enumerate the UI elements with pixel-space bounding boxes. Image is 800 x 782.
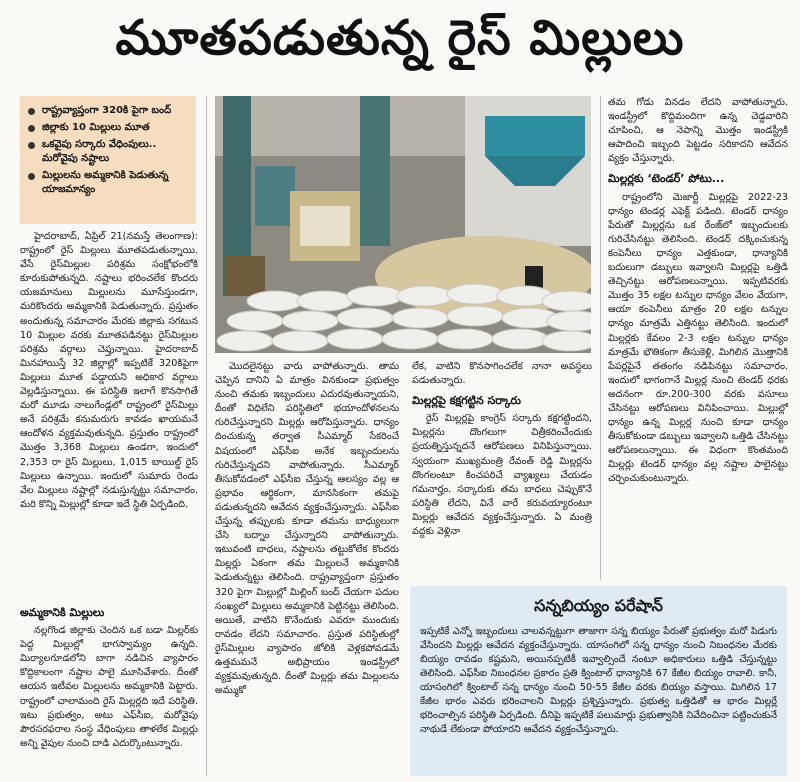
article-column-1-lower <box>20 600 198 776</box>
article-column-3 <box>412 360 592 582</box>
headline: మూతపడుతున్న రైస్‌ మిల్లులు <box>115 10 685 66</box>
article-column-2 <box>215 360 399 776</box>
paragraph: నల్లగొండ జిల్లాకు చెందిన ఒక బడా మిల్లర్‌కు పెద్ద మిల్లుల్లో భాగస్వామ్యం ఉన్నది. మిర్యాలగూడలోని బాగా నడిచిన వ్యాపారం కొద్దికాలంగా నష్టాల పాలై మూసివేశారు. దీంతో ఆయన ఇటీవల మిల్లులను అమ్మకానికి పెట్టారు. రాష్ట్రంలో చాలామంది రైస్‌ మిల్లర్లది ఇదే పరిస్థితి. ఇటు ప్రభుత్వం, అటు ఎఫ్‌సీఐ, మరోవైపు పౌరసరఫరాల సంస్థ వేధింపులు తాళలేక మిల్లర్లు అన్ని వైపుల నుంచి దాడి ఎదుర్కొంటున్నారు. <box>20 625 198 749</box>
article-column-1 <box>20 230 198 602</box>
highlight-item: ఒకవైపు సర్కారు వేధింపులు.. మరోవైపు నష్టాలు <box>28 138 188 166</box>
subheading: మిల్లర్లకు ‘టెండర్‌’ పోటు... <box>608 172 725 186</box>
paragraph: రైస్‌ మిల్లర్లపై కాంగ్రెస్‌ సర్కారు కక్షగట్టిందని, మిల్లర్లను దొంగలుగా చిత్రీకరించేందుకు ప్రయత్నిస్తున్నదనే ఆరోపణలు వినిపిస్తున్నాయి. స్వయంగా ముఖ్యమంత్రి రేవంత్‌ రెడ్డి మిల్లర్లను దొంగలంటూ కించపరిచే వ్యాఖ్యలు చేయడం గమనార్హం. సర్కారుకు తమ బాధలు చెప్పుకొనే పరిస్థితి లేదని, వినే వారే కరువయ్యారంటూ మిల్లర్లు ఆవేదన వ్యక్తంచేస్తున్నారు. ఏ మంత్రి వద్దకు వెళ్లినా <box>412 413 592 538</box>
paragraph: మొదలైనట్టు వారు వాపోతున్నారు. తామ చెప్పిన దానిని ఏ మాత్రం వినకుండా ప్రభుత్వం నుంచి తమకు ఇబ్బందులు ఎదురవుతున్నాయని, దీంతో విధిలేని పరిస్థితిలో భయాందోళనలను గురిచేస్తున్నారని మిల్లర్లు ఆరోపిస్తున్నారు. ధాన్యం దించుకున్న తర్వాత సీఎమ్మార్‌ సేకరించే విషయంలో ఎఫ్‌సీఐ అనేక ఇబ్బందులను గురిచేస్తున్నదని వాపోతున్నారు. సీఎమ్మార్‌ తీసుకోవడంలో ఎఫ్‌సీఐ చేస్తున్న ఆలస్యం వల్ల ఆ ప్రభావం ఆర్థికంగా, మానసికంగా తమపై పడుతున్నదని ఆవేదన వ్యక్తంచేస్తున్నారు. ఎఫ్‌సీఐ చేస్తున్న తప్పులకు కూడా తమను బాధ్యులుగా చేసి బద్నాం చేస్తున్నారని వాపోతున్నారు. ఇటువంటి బాధలు, నష్టాలను తట్టుకోలేక కొందరు మిల్లర్లు ఏకంగా తమ మిల్లులనే అమ్మకానికి పెడుతున్నట్టు తెలిసింది. రాష్ట్రవ్యాప్తంగా ప్రస్తుతం 320 పైగా మిల్లుల్లో మిల్లింగ్‌ బంద్‌ చేయగా పదుల సంఖ్యలో మిల్లులు అమ్మకానికి పెట్టినట్టు తెలిసింది. అయితే, వాటిని కొనేందుకు ఎవరూ ముందుకు రావడం లేదని సమాచారం. ప్రస్తుత పరిస్థితుల్లో రైస్‌మిల్లుల వ్యాపారం జోలికి వెళ్లకపోవడమే ఉత్తమమనే అభిప్రాయం ఇండస్ట్రీలో వ్యక్తమవుతున్నది. దీంతో మిల్లర్లు తమ మిల్లులను అమ్ముకో <box>215 361 399 697</box>
sidebar-box <box>410 586 787 776</box>
paragraph: లేక, వాటిని కొనసాగించలేక నానా అవస్థలు పడుతున్నారు. <box>412 361 592 387</box>
highlight-item: మిల్లులను అమ్మకానికి పెడుతున్న యాజమాన్యం <box>28 169 188 197</box>
column-divider <box>600 96 601 580</box>
column-divider <box>206 96 207 776</box>
subheading: మిల్లర్లపై కక్షగట్టిన సర్కారు <box>412 394 521 408</box>
paragraph: రాష్ట్రంలోని మెజార్టీ మిల్లర్లపై 2022-23 ధాన్యం టెండర్ల ఎఫెక్ట్‌ పడింది. టెండర్‌ ధాన్యం పేరుతో మిల్లర్లను ఒక రేంజ్‌లో ఇబ్బందులకు గురిచేసినట్టు తెలిసింది. టెండర్‌ దక్కించుకున్న కంపెనీలు ధాన్యం ఎత్తకుండా, ధాన్యానికి బదులుగా డబ్బులు ఇవ్వాలని మిల్లర్లపై ఒత్తిడి తెచ్చినట్టు ఆరోపణలున్నాయి. ఇప్పటివరకు మొత్తం 35 లక్షల టన్నుల ధాన్యం వేలం వేయగా, ఆయా కంపెనీలు మాత్రం 20 లక్షల టన్నుల ధాన్యం మాత్రమే ఎత్తినట్టు తెలిసింది. ఇందులో మిల్లర్లకు కేవలం 2-3 లక్షల టన్నుల ధాన్యం మాత్రమే భౌతికంగా తీసుకెళ్లి, మిగిలిన మొత్తానికి పేపర్లపైనే తతంగం నడిపినట్టు సమాచారం. ఇందులో భాగంగానే మిల్లర్ల నుంచి టెండర్‌ ధరకు అదనంగా రూ.200-300 వరకు వసూలు చేసినట్టు ఆరోపణలు వినిపించాయి. మిల్లుల్లో ధాన్యం ఉన్న మిల్లర్ల నుంచి కూడా ధాన్యం తీసుకోకుండా డబ్బులు ఇవ్వాలని ఒత్తిడి చేసినట్టు ఆరోపణలున్నాయి. ఈ విధంగా కొంతమంది మిల్లర్లు టెండర్‌ ధాన్యం వల్ల నష్టాల పాలైనట్టు చర్చించుకుంటున్నారు. <box>608 191 788 485</box>
paragraph: తమ గోడు వినడం లేదని వాపోతున్నారు. ఇండస్ట్రీలో కొద్దిమందిగా ఉన్న చెడ్డవారిని చూపించి, ఆ నెపాన్ని మొత్తం ఇండస్ట్రీకి ఆపాదించి ఇబ్బంది పెట్టడం సరికాదని ఆవేదన వ్యక్తం చేస్తున్నారు. <box>608 97 788 165</box>
subheading: అమ్మకానికి మిల్లులు <box>20 606 105 619</box>
highlight-item: రాష్ట్రవ్యాప్తంగా 320కి పైగా బంద్‌ <box>28 104 188 118</box>
rice-mill-photo <box>215 96 591 353</box>
paragraph: హైదరాబాద్‌, ఏప్రిల్‌ 21(నమస్తే తెలంగాణ): రాష్ట్రంలో రైస్‌ మిల్లులు మూతపడుతున్నాయి. వేసే రైస్‌మిల్లుల పరిశ్రమ సంక్షోభంలోకి కూరుకుపోతున్నది. నష్టాలు భరించలేక కొందరు యజమానులు మిల్లులను మూసేస్తుండగా, మరికొందరు అమ్మకానికి పెడుతున్నారు. ప్రస్తుతం అందుతున్న సమాచారం మేరకు జిల్లాకు సగటున 10 మిల్లుల వరకు మూతపడినట్టు రైస్‌మిల్లుల పరిశ్రమ వర్గాలు చెప్తున్నాయి. హైదరాబాద్‌ మినహాయిస్తే 32 జిల్లాల్లో ఇప్పటికే 320కిపైగా మిల్లులు మూత పడ్డాయని అధికార వర్గాలు వెల్లడిస్తున్నాయి. ఈ పరిస్థితి ఇలాగే కొనసాగితే మరో మూడు నాలుగేండ్లలో రాష్ట్రంలో రైస్‌మిల్లు అనే పరిశ్రమే కనుమరుగు కావడం ఖాయమనే ఆందోళన వ్యక్తమవుతున్నది. ప్రస్తుతం రాష్ట్రంలో మొత్తం 3,368 మిల్లులు ఉండగా, ఇందులో 2,353 రా రైస్‌ మిల్లులు, 1,015 బాయిల్డ్‌ రైస్‌ మిల్లులు ఉన్నాయి. ఇందులో సుమారు రెండు వేల మిల్లులు నష్టాల్లో నడుస్తున్నట్టు సమాచారం. మరి కొన్ని మిల్లుల్లో కూడా ఇదే స్థితి ఏర్పడింది. <box>20 231 198 510</box>
article-column-4 <box>608 96 788 580</box>
highlights-box <box>20 96 196 224</box>
box-text: ఇప్పటికే ఎన్నో ఇబ్బందులు చాలవన్నట్టుగా తాజాగా సన్న బియ్యం పేరుతో ప్రభుత్వం మరో పిడుగు వేసిందని మిల్లర్లు ఆవేదన వ్యక్తంచేస్తున్నారు. యాసంగిలో సన్న ధాన్యం నుంచి నిబంధనల మేరకు బియ్యం రావడం కష్టమని, అయినప్పటికీ ఇవ్వాల్సిందే నంటూ అధికారులు ఒత్తిడి చేస్తున్నట్టు తెలిసింది. ఎఫ్‌సీఐ నిబంధనల ప్రకారం ప్రతి క్వింటాల్‌ ధాన్యానికి 67 కేజీల బియ్యం రావాలి. కానీ, యాసంగిలో క్వింటాల్‌ సన్న ధాన్యం నుంచి 50-55 కేజీల వరకు బియ్యం వస్తాయి. మిగిలిన 17 కేజీల భారం ఎవరు భరించాలని మిల్లర్లు ప్రశ్నిస్తున్నారు. ప్రభుత్వ ఒత్తిడితో ఆ భారం మిల్లర్లే భరించాల్సిన పరిస్థితి ఏర్పడింది. దీనిపై ఇప్పటికే పలుమార్లు ప్రభుత్వానికి నివేదించినా పట్టించుకునే నాథుడే లేకుండా పోయారని ఆవేదన వ్యక్తంచేస్తున్నారు. <box>420 626 777 735</box>
box-title: సన్నబియ్యం పరేషాన్‌ <box>534 596 663 615</box>
highlight-item: జిల్లాకు 10 మిల్లులు మూత <box>28 121 188 135</box>
